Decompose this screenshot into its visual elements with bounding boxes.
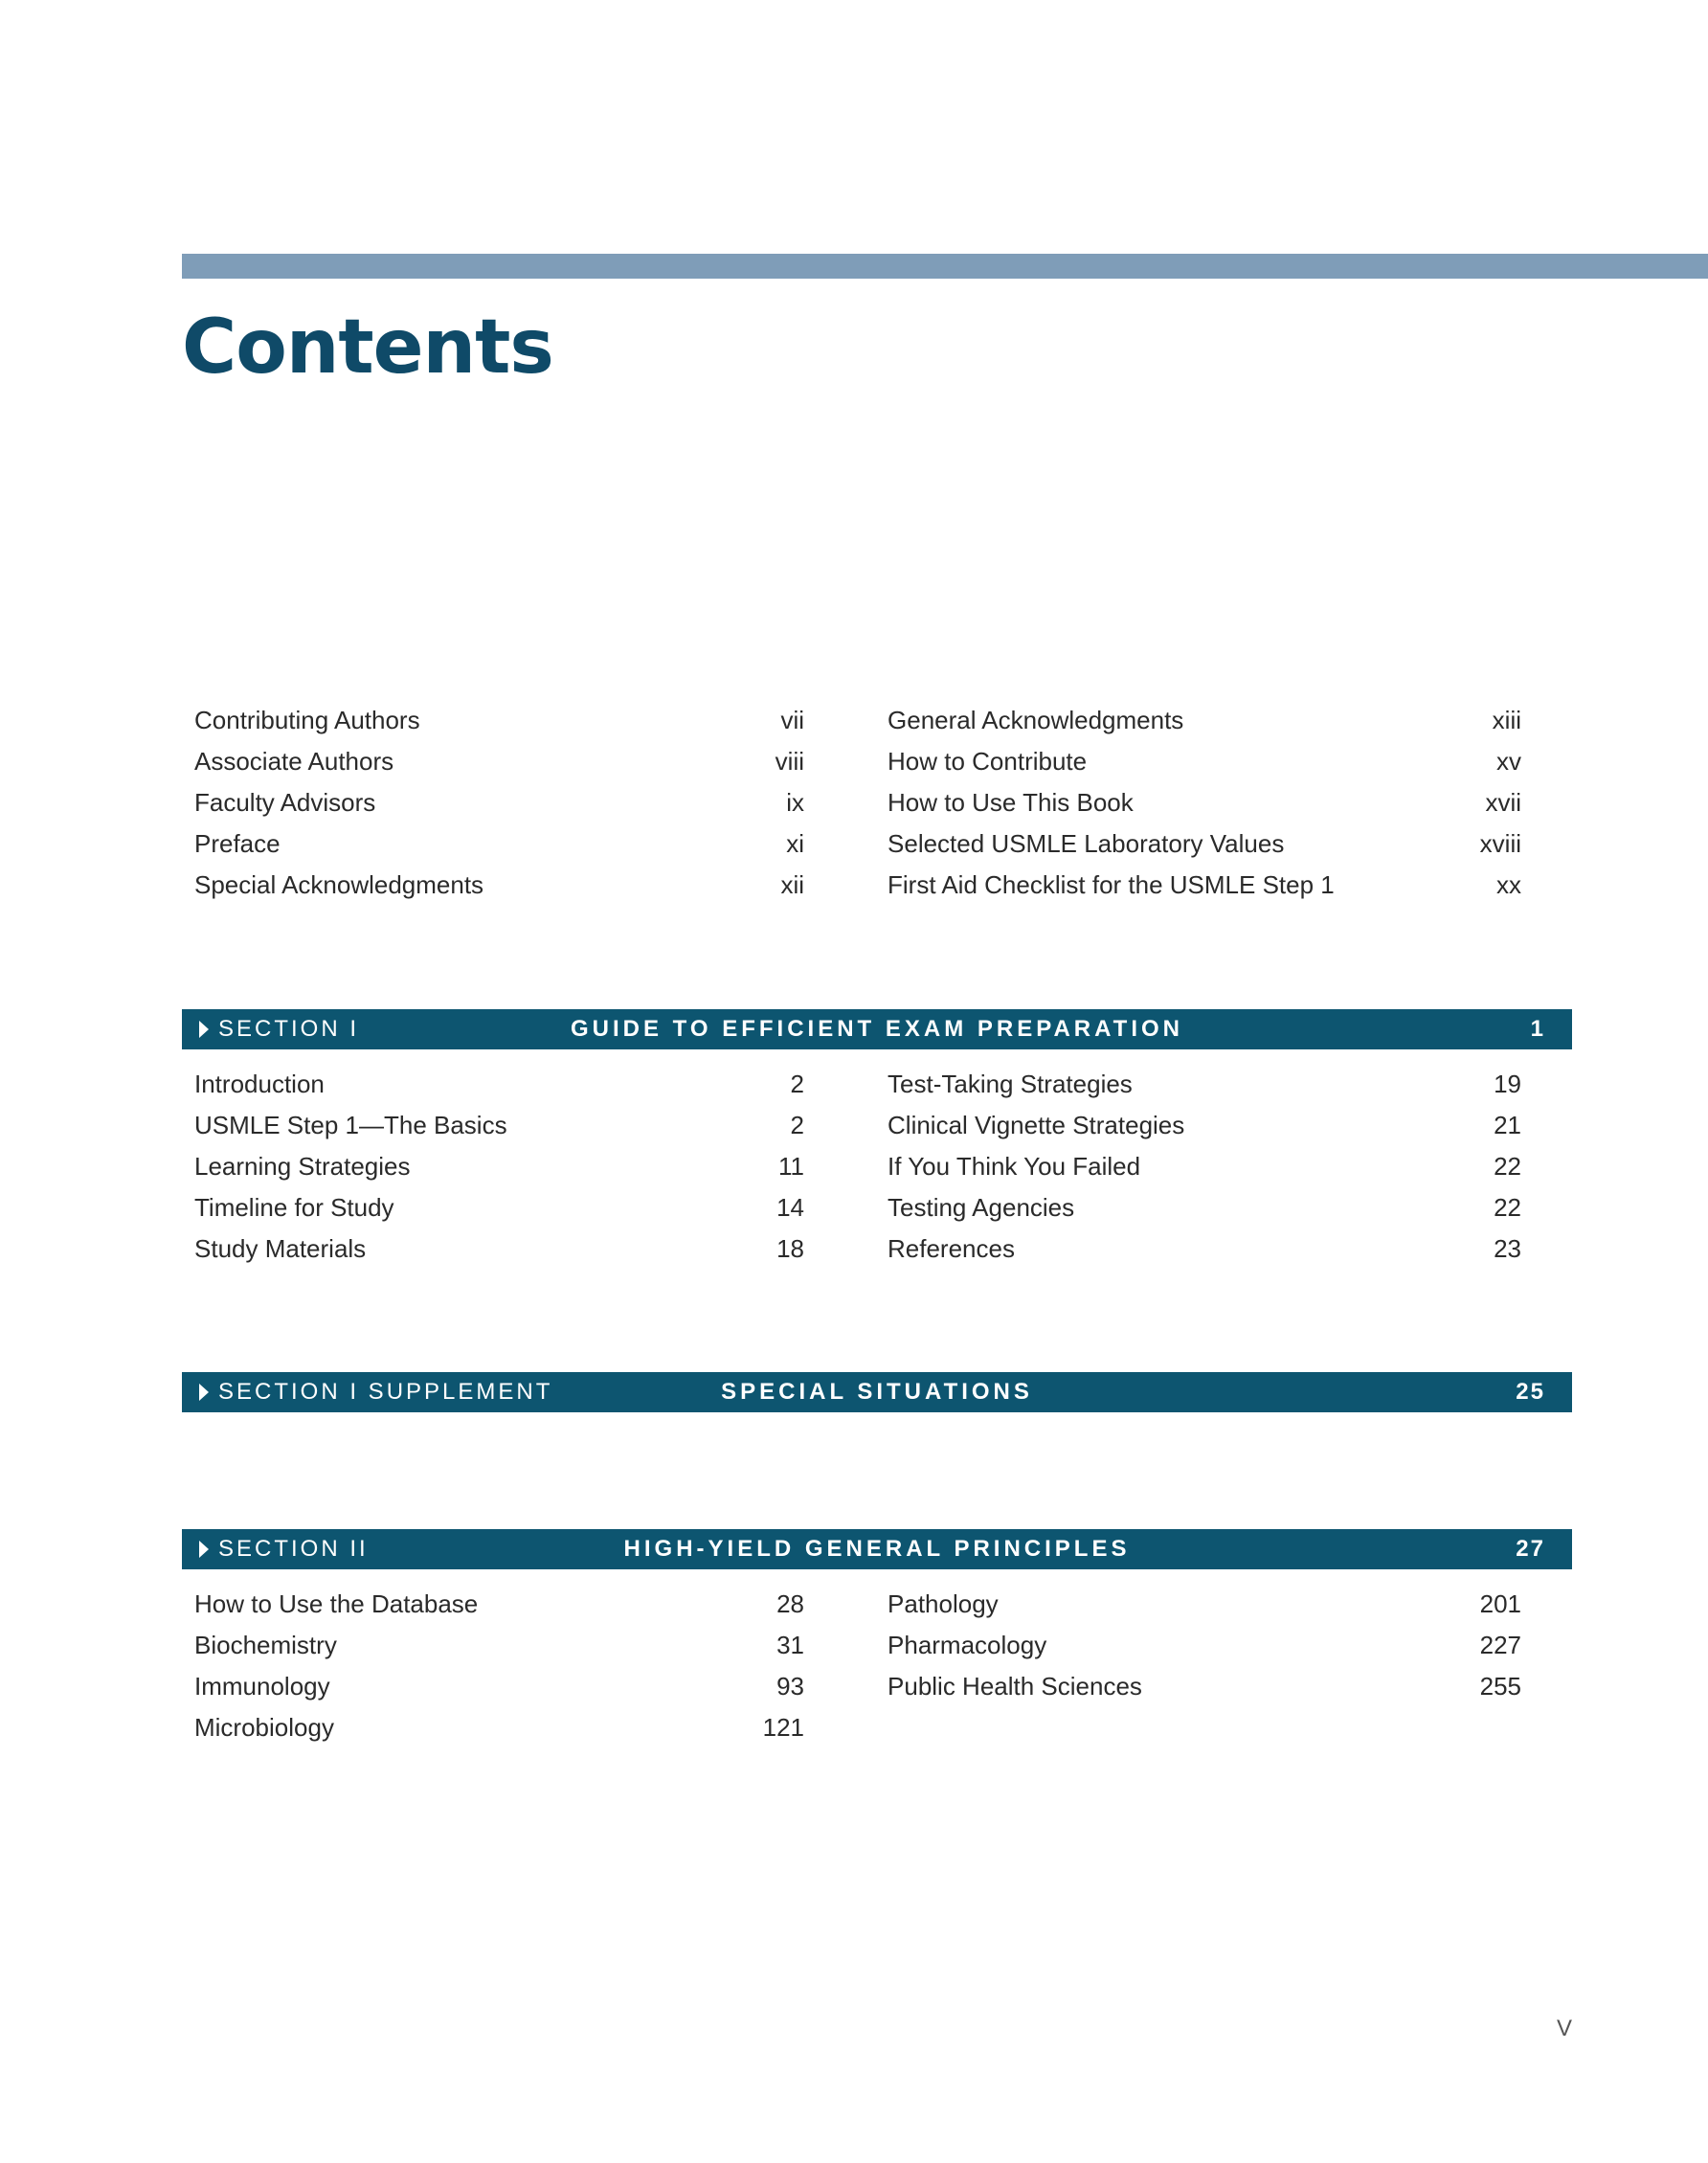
toc-entry-label: USMLE Step 1—The Basics bbox=[194, 1111, 507, 1139]
section-ii-right-column bbox=[888, 1584, 1572, 1748]
header-rule bbox=[182, 254, 1708, 279]
toc-entry[interactable] bbox=[888, 1146, 1521, 1187]
toc-entry[interactable] bbox=[194, 1187, 804, 1228]
page-title: Contents bbox=[182, 304, 553, 391]
front-matter-list bbox=[182, 700, 1572, 906]
toc-entry-label: Learning Strategies bbox=[194, 1152, 411, 1181]
section-ii-left-column bbox=[194, 1584, 804, 1748]
section-title: SPECIAL SITUATIONS bbox=[721, 1379, 1033, 1405]
toc-entry-label: General Acknowledgments bbox=[888, 706, 1184, 734]
toc-entry[interactable] bbox=[194, 1146, 804, 1187]
toc-entry-label: Microbiology bbox=[194, 1713, 334, 1742]
toc-entry-page: 93 bbox=[776, 1672, 805, 1701]
toc-entry[interactable] bbox=[888, 1228, 1521, 1270]
toc-entry-page: 227 bbox=[1479, 1631, 1522, 1659]
toc-entry-label: Pathology bbox=[888, 1589, 999, 1618]
toc-entry-label: Selected USMLE Laboratory Values bbox=[888, 829, 1285, 858]
toc-entry-page: 255 bbox=[1479, 1672, 1522, 1701]
section-i-left-column bbox=[194, 1064, 804, 1270]
toc-entry-page: xi bbox=[786, 829, 805, 858]
toc-entry-page: 19 bbox=[1494, 1070, 1522, 1098]
toc-entry[interactable] bbox=[194, 1105, 804, 1146]
toc-entry[interactable] bbox=[194, 1064, 804, 1105]
toc-entry-page: 2 bbox=[790, 1111, 805, 1139]
section-i-list bbox=[182, 1064, 1572, 1270]
toc-entry-page: 18 bbox=[776, 1234, 805, 1263]
toc-entry[interactable] bbox=[888, 1584, 1521, 1625]
toc-entry-label: Immunology bbox=[194, 1672, 330, 1701]
toc-entry[interactable] bbox=[888, 865, 1521, 906]
toc-entry-page: xx bbox=[1496, 870, 1522, 899]
section-page: 25 bbox=[1516, 1379, 1545, 1405]
toc-entry-label: Special Acknowledgments bbox=[194, 870, 484, 899]
toc-entry-label: Preface bbox=[194, 829, 281, 858]
section-label: SECTION II bbox=[218, 1536, 369, 1562]
toc-entry-label: References bbox=[888, 1234, 1015, 1263]
toc-entry[interactable] bbox=[888, 700, 1521, 741]
toc-entry[interactable] bbox=[888, 1105, 1521, 1146]
toc-entry-page: xviii bbox=[1479, 829, 1522, 858]
toc-entry[interactable] bbox=[194, 1584, 804, 1625]
toc-entry-label: Test-Taking Strategies bbox=[888, 1070, 1133, 1098]
toc-entry-page: xv bbox=[1496, 747, 1522, 776]
toc-entry[interactable] bbox=[194, 1666, 804, 1707]
toc-entry[interactable] bbox=[888, 1625, 1521, 1666]
toc-entry[interactable] bbox=[194, 700, 804, 741]
section-page: 27 bbox=[1516, 1536, 1545, 1562]
toc-entry-label: If You Think You Failed bbox=[888, 1152, 1141, 1181]
toc-entry[interactable] bbox=[194, 1707, 804, 1748]
toc-entry[interactable] bbox=[194, 865, 804, 906]
toc-entry[interactable] bbox=[888, 823, 1521, 865]
toc-entry[interactable] bbox=[194, 1625, 804, 1666]
toc-entry-label: Pharmacology bbox=[888, 1631, 1047, 1659]
section-page: 1 bbox=[1530, 1016, 1545, 1042]
toc-entry-label: Faculty Advisors bbox=[194, 788, 376, 817]
toc-entry-label: How to Use the Database bbox=[194, 1589, 479, 1618]
section-header-section-i-supplement[interactable] bbox=[182, 1372, 1572, 1412]
front-matter-right-column bbox=[888, 700, 1572, 906]
toc-entry-page: xiii bbox=[1492, 706, 1522, 734]
section-label: SECTION I bbox=[218, 1016, 360, 1042]
toc-entry[interactable] bbox=[888, 782, 1521, 823]
toc-entry-page: xii bbox=[780, 870, 805, 899]
toc-entry-label: How to Contribute bbox=[888, 747, 1088, 776]
toc-entry-page: 14 bbox=[776, 1193, 805, 1222]
toc-entry[interactable] bbox=[194, 782, 804, 823]
toc-entry-label: Timeline for Study bbox=[194, 1193, 394, 1222]
toc-entry-label: Clinical Vignette Strategies bbox=[888, 1111, 1185, 1139]
section-label: SECTION I SUPPLEMENT bbox=[218, 1379, 553, 1405]
page-number: V bbox=[1557, 2016, 1573, 2041]
toc-entry-label: Contributing Authors bbox=[194, 706, 420, 734]
toc-entry-page: 22 bbox=[1494, 1193, 1522, 1222]
toc-entry-label: Testing Agencies bbox=[888, 1193, 1075, 1222]
toc-entry[interactable] bbox=[888, 741, 1521, 782]
section-title: GUIDE TO EFFICIENT EXAM PREPARATION bbox=[570, 1016, 1184, 1042]
toc-entry-page: 21 bbox=[1494, 1111, 1522, 1139]
toc-entry[interactable] bbox=[888, 1666, 1521, 1707]
toc-entry-page: 121 bbox=[762, 1713, 805, 1742]
toc-entry-label: Associate Authors bbox=[194, 747, 394, 776]
toc-entry-page: 11 bbox=[778, 1152, 805, 1181]
toc-entry-page: 23 bbox=[1494, 1234, 1522, 1263]
toc-entry-page: 28 bbox=[776, 1589, 805, 1618]
toc-entry-page: 22 bbox=[1494, 1152, 1522, 1181]
toc-entry-page: vii bbox=[780, 706, 805, 734]
toc-entry-page: 31 bbox=[776, 1631, 805, 1659]
toc-entry[interactable] bbox=[194, 823, 804, 865]
toc-entry-label: Study Materials bbox=[194, 1234, 367, 1263]
section-header-section-i[interactable] bbox=[182, 1009, 1572, 1049]
toc-entry-page: ix bbox=[786, 788, 805, 817]
toc-entry-page: xvii bbox=[1485, 788, 1522, 817]
toc-entry[interactable] bbox=[194, 741, 804, 782]
toc-entry-label: Introduction bbox=[194, 1070, 325, 1098]
toc-entry[interactable] bbox=[194, 1228, 804, 1270]
toc-entry-label: How to Use This Book bbox=[888, 788, 1134, 817]
toc-entry[interactable] bbox=[888, 1064, 1521, 1105]
toc-entry[interactable] bbox=[888, 1187, 1521, 1228]
toc-entry-label: Biochemistry bbox=[194, 1631, 337, 1659]
toc-entry-page: viii bbox=[775, 747, 805, 776]
section-header-section-ii[interactable] bbox=[182, 1529, 1572, 1569]
front-matter-left-column bbox=[194, 700, 804, 906]
section-title: HIGH-YIELD GENERAL PRINCIPLES bbox=[623, 1536, 1131, 1562]
toc-entry-page: 201 bbox=[1479, 1589, 1522, 1618]
section-ii-list bbox=[182, 1584, 1572, 1748]
toc-entry-label: Public Health Sciences bbox=[888, 1672, 1142, 1701]
toc-entry-page: 2 bbox=[790, 1070, 805, 1098]
section-i-right-column bbox=[888, 1064, 1572, 1270]
toc-entry-label: First Aid Checklist for the USMLE Step 1 bbox=[888, 870, 1335, 899]
